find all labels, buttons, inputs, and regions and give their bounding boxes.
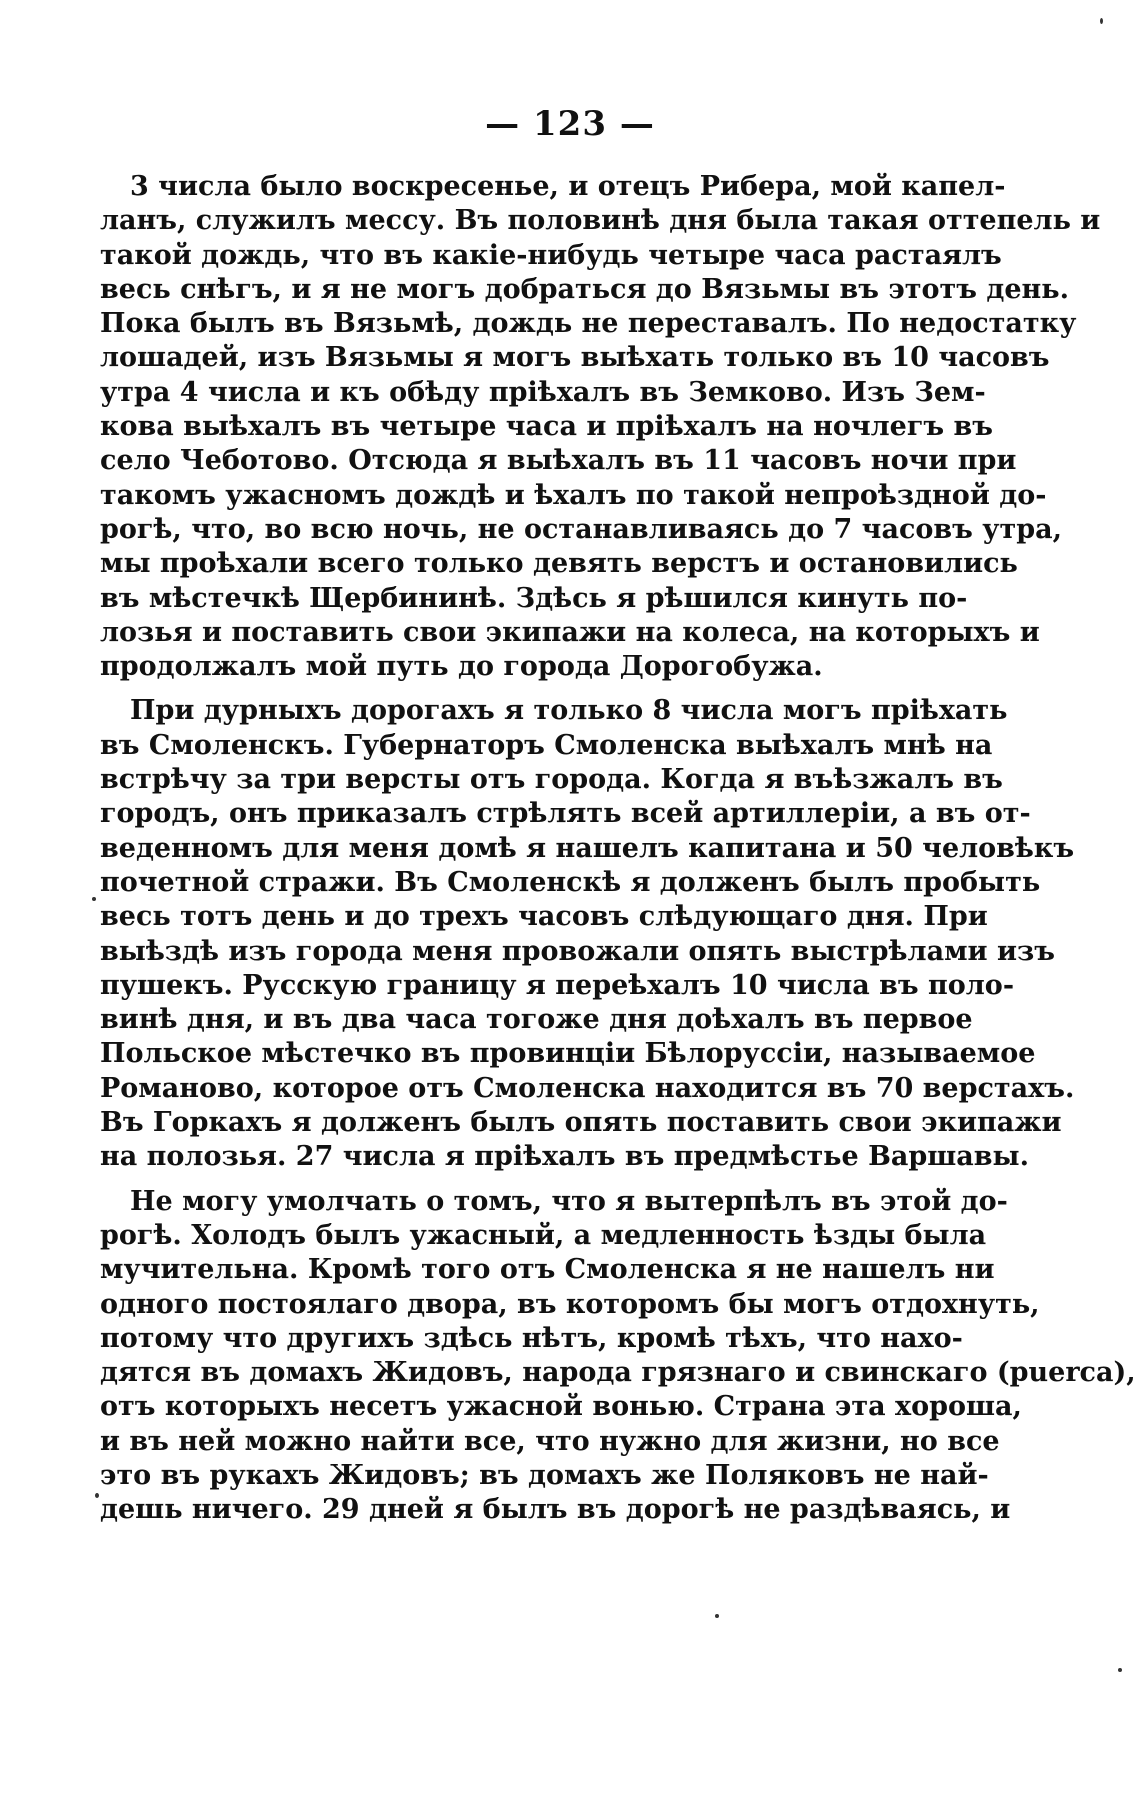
scan-speck <box>715 1614 719 1618</box>
text-line: и въ ней можно найти все, что нужно для жизни, но все <box>100 1425 1000 1457</box>
text-line: такомъ ужасномъ дождѣ и ѣхалъ по такой непроѣздной до- <box>100 479 1047 511</box>
text-line: продолжалъ мой путь до города Дорогобужа. <box>100 651 823 683</box>
text-line: дятся въ домахъ Жидовъ, народа грязнаго и свинскаго (puerca), <box>100 1357 1136 1389</box>
scan-speck <box>95 1493 99 1498</box>
text-line: пушекъ. Русскую границу я переѣхалъ 10 числа въ поло- <box>100 969 1015 1001</box>
paragraph-2 <box>100 694 1075 1174</box>
paragraph-3 <box>100 1185 1136 1528</box>
text-line: одного постоялаго двора, въ которомъ бы могъ отдохнуть, <box>100 1288 1040 1320</box>
page-body <box>100 170 1136 1528</box>
text-line: такой дождь, что въ какіе-нибудь четыре часа растаялъ <box>100 239 1002 271</box>
text-line: весь снѣгъ, и я не могъ добраться до Вязьмы въ этотъ день. <box>100 273 1070 305</box>
text-line: веденномъ для меня домѣ я нашелъ капитана и 50 человѣкъ <box>100 832 1075 864</box>
text-line: это въ рукахъ Жидовъ; въ домахъ же Поляковъ не най- <box>100 1459 989 1491</box>
text-line: на полозья. 27 числа я пріѣхалъ въ предмѣстье Варшавы. <box>100 1141 1030 1173</box>
text-line: Въ Горкахъ я долженъ былъ опять поставить свои экипажи <box>100 1107 1062 1139</box>
text-line: Не могу умолчать о томъ, что я вытерпѣлъ въ этой до- <box>130 1185 1008 1217</box>
text-line: При дурныхъ дорогахъ я только 8 числа могъ пріѣхать <box>130 695 1008 727</box>
text-line: Польское мѣстечко въ провинціи Бѣлоруссіи, называемое <box>100 1038 1036 1070</box>
text-line: весь тотъ день и до трехъ часовъ слѣдующаго дня. При <box>100 901 988 933</box>
text-line: рогѣ, что, во всю ночь, не останавливаясь до 7 часовъ утра, <box>100 513 1063 545</box>
text-line: городъ, онъ приказалъ стрѣлять всей артиллеріи, а въ от- <box>100 798 1031 830</box>
text-line: мучительна. Кромѣ того отъ Смоленска я не нашелъ ни <box>100 1254 995 1286</box>
text-line: рогѣ. Холодъ былъ ужасный, а медленность ѣзды была <box>100 1219 987 1251</box>
text-line: лозья и поставить свои экипажи на колеса, на которыхъ и <box>100 616 1040 648</box>
scan-speck <box>1100 18 1103 24</box>
text-line: Пока былъ въ Вязьмѣ, дождь не переставалъ. По недостатку <box>100 308 1077 340</box>
page-number: — 123 — <box>485 104 655 144</box>
text-line: Романово, которое отъ Смоленска находится въ 70 верстахъ. <box>100 1072 1075 1104</box>
paragraph-1 <box>100 170 1101 684</box>
text-line: въ мѣстечкѣ Щербининѣ. Здѣсь я рѣшился кинуть по- <box>100 582 968 614</box>
text-line: кова выѣхалъ въ четыре часа и пріѣхалъ на ночлегъ въ <box>100 411 993 443</box>
text-line: винѣ дня, и въ два часа тогоже дня доѣхалъ въ первое <box>100 1004 973 1036</box>
text-line: лошадей, изъ Вязьмы я могъ выѣхать только въ 10 часовъ <box>100 342 1050 374</box>
text-line: утра 4 числа и къ обѣду пріѣхалъ въ Земково. Изъ Зем- <box>100 376 986 408</box>
text-line: 3 числа было воскресенье, и отецъ Рибера, мой капел- <box>130 171 1006 202</box>
scan-speck <box>1118 1668 1122 1672</box>
text-line: мы проѣхали всего только девять верстъ и остановились <box>100 548 1018 580</box>
text-line: село Чеботово. Отсюда я выѣхалъ въ 11 часовъ ночи при <box>100 445 1017 477</box>
text-line: ланъ, служилъ мессу. Въ половинѣ дня была такая оттепель и <box>100 205 1101 237</box>
text-line: въ Смоленскъ. Губернаторъ Смоленска выѣхалъ мнѣ на <box>100 729 993 761</box>
text-line: потому что другихъ здѣсь нѣтъ, кромѣ тѣхъ, что нахо- <box>100 1322 963 1354</box>
text-line: встрѣчу за три версты отъ города. Когда я въѣзжалъ въ <box>100 764 1003 796</box>
text-line: отъ которыхъ несетъ ужасной вонью. Страна эта хороша, <box>100 1391 1022 1423</box>
scan-speck <box>92 897 96 901</box>
text-line: выѣздѣ изъ города меня провожали опять выстрѣлами изъ <box>100 935 1055 967</box>
text-line: дешь ничего. 29 дней я былъ въ дорогѣ не раздѣваясь, и <box>100 1494 1011 1526</box>
text-line: почетной стражи. Въ Смоленскѣ я долженъ былъ пробыть <box>100 866 1041 898</box>
